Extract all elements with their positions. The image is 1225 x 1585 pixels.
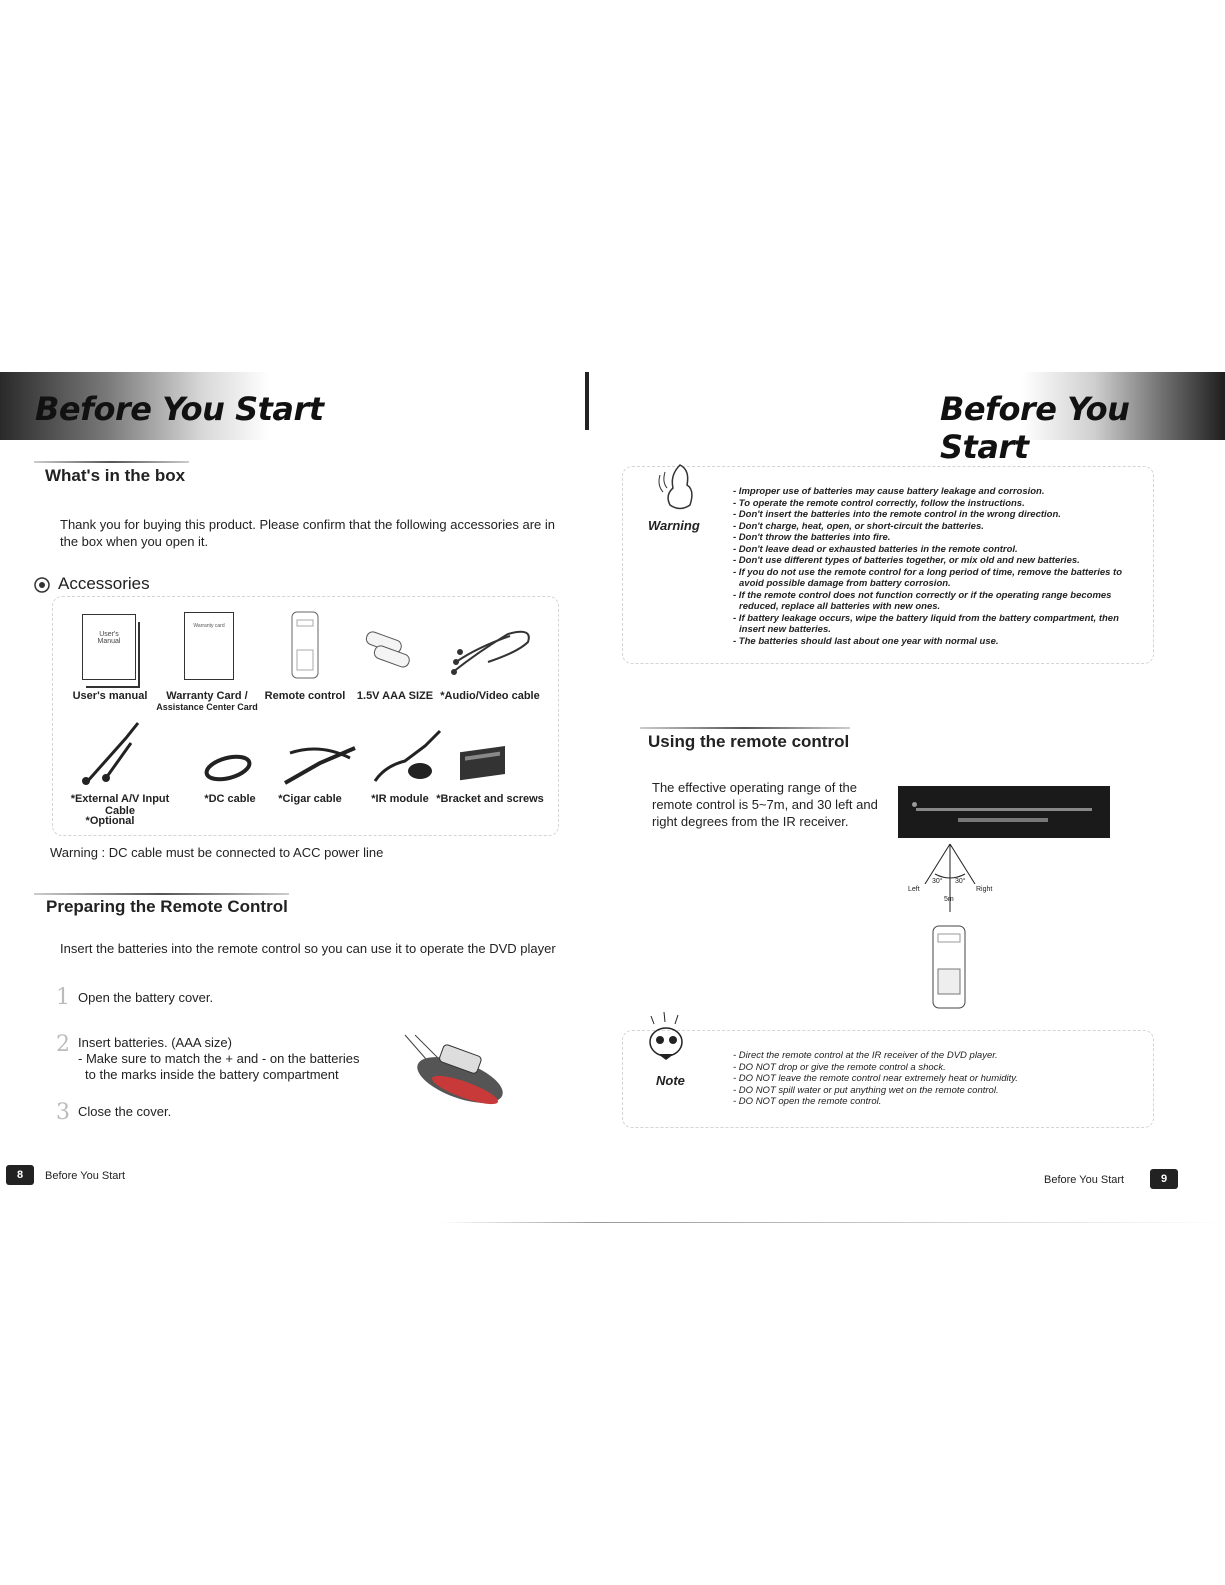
note-item: - Direct the remote control at the IR receiver of the DVD player. [733,1050,998,1061]
warning-list [733,486,1143,647]
step-number-1: 1 [56,985,70,1010]
right-page-number: 9 [1150,1169,1178,1189]
warning-hand-icon [655,460,705,515]
accessories-bullet-icon [34,577,50,593]
using-line-2: remote control is 5~7m, and 30 left and [652,797,878,812]
batteries-image [362,630,422,670]
scan-artifact [440,1222,1225,1223]
note-item: - DO NOT spill water or put anything wet on the remote control. [733,1084,999,1096]
acc-sub-assistance-card: Assistance Center Card [156,702,258,712]
warning-item: - Don't leave dead or exhausted batteries in the remote control. [733,543,1018,555]
dc-cable-warning: Warning : DC cable must be connected to ACC power line [50,845,384,860]
step-2-line-2: - Make sure to match the + and - on the batteries [78,1051,360,1066]
audio-video-cable-image [448,622,538,682]
acc-label-bracket: *Bracket and screws [436,793,544,805]
disc-slot [916,808,1092,811]
remote-control-diagram [931,924,967,1010]
diagram-right-label: Right [976,886,993,893]
warning-item: - Improper use of batteries may cause battery leakage and corrosion. [733,486,1045,497]
diagram-angle-left: 30° [932,878,943,885]
intro-line-1: Thank you for buying this product. Please confirm that the following accessories are in [60,517,555,532]
optional-note: *Optional [85,815,135,827]
warning-item: - Don't charge, heat, open, or short-circuit the batteries. [733,520,984,532]
left-footer-label: Before You Start [45,1170,126,1182]
diagram-distance: 5m [944,896,954,903]
warning-item: reduced, replace all batteries with new ones. [739,601,941,612]
warning-item: avoid possible damage from battery corrosion. [739,578,951,589]
manual-cover-text: User's Manual [97,631,121,645]
acc-label-external-av: *External A/V Input Cable [70,793,170,817]
using-title: Using the remote control [648,732,850,751]
bracket-screws-image [455,738,515,788]
left-page-number: 8 [6,1165,34,1185]
warning-item: - To operate the remote control correctly, follow the instructions. [733,497,1025,509]
step-number-3: 3 [56,1100,70,1125]
acc-label-dc-cable: *DC cable [204,793,256,805]
acc-label-warranty-card: Warranty Card / [166,690,248,702]
using-rule [640,727,850,729]
step-3-text: Close the cover. [78,1104,172,1119]
warning-item: - If the remote control does not function correctly or if the operating range becomes [733,589,1112,601]
accessories-title: Accessories [58,574,150,593]
external-av-cable-image [76,718,156,788]
acc-label-ir-module: *IR module [371,793,429,805]
manual-shadow [86,622,140,688]
note-character-icon [636,1010,696,1065]
step-number-2: 2 [56,1032,70,1057]
whats-in-box-rule [34,461,189,463]
preparing-intro: Insert the batteries into the remote control so you can use it to operate the DVD player [60,941,556,956]
remote-control-image [290,610,320,680]
acc-label-remote-control: Remote control [264,690,346,702]
ir-receiver-icon [912,802,917,807]
cigar-cable-image [280,738,360,788]
warranty-card-image [184,612,234,680]
diagram-left-label: Left [908,886,920,893]
warning-item: - The batteries should last about one year with normal use. [733,635,999,647]
preparing-rule [34,893,289,895]
battery-insert-image [400,1030,510,1110]
range-diagram [890,842,1010,922]
intro-line-2: the box when you open it. [60,534,209,549]
acc-label-cigar-cable: *Cigar cable [278,793,342,805]
step-2-line-1: Insert batteries. (AAA size) [78,1035,232,1050]
panel-buttons [958,818,1048,822]
right-footer-label: Before You Start [1044,1174,1125,1186]
whats-in-box-title: What's in the box [45,466,186,485]
warning-item: - If battery leakage occurs, wipe the battery liquid from the battery compartment, then [733,612,1119,624]
note-list [733,1050,1133,1108]
step-1-text: Open the battery cover. [78,990,214,1005]
warning-item: - Don't throw the batteries into fire. [733,532,891,543]
preparing-title: Preparing the Remote Control [46,897,288,916]
dvd-player-panel [898,786,1110,838]
note-item: - DO NOT open the remote control. [733,1096,882,1107]
using-line-3: right degrees from the IR receiver. [652,814,849,829]
spine-marker [585,372,589,430]
warning-item: - If you do not use the remote control for a long period of time, remove the batteries to [733,566,1123,578]
note-label: Note [656,1073,685,1088]
acc-label-batteries: 1.5V AAA SIZE [356,690,434,702]
right-header-title: Before You Start [940,390,1130,466]
warning-item: - Don't use different types of batteries together, or mix old and new batteries. [733,555,1080,566]
acc-label-av-cable: *Audio/Video cable [440,690,540,702]
diagram-angle-right: 30° [955,878,966,885]
using-line-1: The effective operating range of the [652,780,858,795]
note-item: - DO NOT leave the remote control near extremely heat or humidity. [733,1073,1018,1084]
warning-item: insert new batteries. [739,624,831,635]
warranty-cover-text: Warranty card [193,623,225,629]
warning-label: Warning [648,518,700,533]
ir-module-image [370,726,450,786]
warning-item: - Don't insert the batteries into the remote control in the wrong direction. [733,509,1061,520]
dc-cable-image [200,748,260,788]
left-header-title: Before You Start [35,390,324,428]
step-2-line-3: to the marks inside the battery compartment [85,1067,339,1082]
note-item: - DO NOT drop or give the remote control a shock. [733,1061,946,1073]
acc-label-users-manual: User's manual [72,690,148,702]
